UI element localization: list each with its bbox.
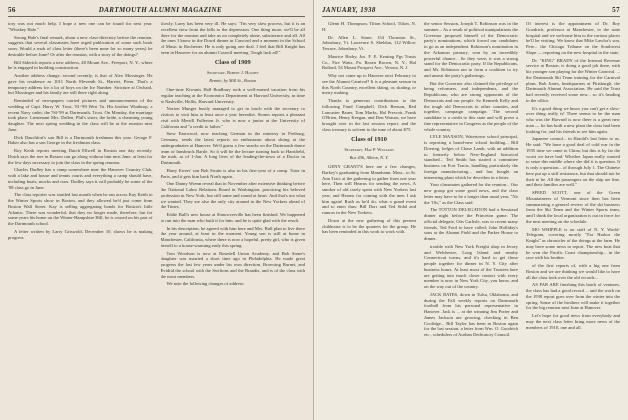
right-column-1 (322, 21, 416, 420)
class-1909-address: Rennie, by Mill St., Boston (209, 78, 257, 84)
paragraph: Eddie Bull's new house at Slancoverville has been finished. We happened to run into the man who built it for him, and he is quite glad with the result. (160, 212, 305, 223)
class-1910-address: Box 456, Albion, N. Y. (349, 155, 389, 161)
paragraph: GENY GRANT'S here are a few changes, Barkey's graduating from Mannhann, Mass., to St. Ann Tract at the gathering to gather from one year here, Then will Hearns for sending the news, A smoker of old rarely spent with New Yorkers last year, and Hearns for coming with the men I ask him again! Rush as he'd do, what a grand event and to enter thus: Bill Dorr and Ted Sidal and rumors in the New Yorkers. (322, 164, 416, 215)
paragraph: Maurice Bixby, Jos. F. E. Keating Pgs Trusts Co., Fire Watts, Pa. Rosen Brown, N. Y.; Hal Bullard, 54 Mount Prospect Ave., Verona, N. J. (322, 53, 416, 71)
paragraph: Glenn H. Thompson, Tilton School, Tilton, N. H. (322, 21, 416, 32)
paragraph: Stew Eastwood, now teaching German in the ministry in Freiburg, Germany, sends the latest reports on enthusiasm about skiing at the undergraduates at Hanover. We'd guess a few snacks on the Dartmouth dance team of Innsbruck Bartle. So it will be the lecture turning back to Hansfield, the mob, as of 1-Jan. A long lives of the leading-the-town of a Doctor in Dartmouth. (160, 131, 305, 165)
paragraph: One Danny Wrenn reveal that in November after extensive thinking before the National Labor Relations Board in Washington, practicing his beloved profession in New York, but still same and sound at heart. And that's not what we wanted. They are also the only city around in the New Yorkers ahead of the Times. (160, 181, 305, 210)
paragraph: Tom Woodson is now at Rosedell Union Academy, and Bob Stone's daughter was married a short time ago in Philadelphia. He made great progress the last few years under his own direction. Browsing Burnet, and Evidiid the school with the Swiftons and the Brandts, and is of the class with the most members. (160, 250, 305, 279)
paragraph: the senior Session, Joseph T. Robinson was in the summer... As a result of political manipulations the Governor proposed himself of the Democratic party's nominations, which forced our candidates to go as an independent. Robinson's nomination in the Arkansas primary, won by an incredibly powerful chance... So they were, it was a strong stand for the Democratic party. If the Republicans, and Mr. Robinson ran to form a coalition to try and unseat the party's gatherings. (424, 21, 518, 78)
paragraph: The class reporter was startled last month when he ran across Kay Keith in the Winter Sports show in Boston, and they allowed he'd just come from Boston Wall Street. Kay is selling aggregating bonds for Boston's little Atlantic. There was wonderful, that they no longer made, therefore, but for some years his home on the Winter-Hampshire Hill, he is owned on his part of the Dartmouth school. (8, 192, 153, 226)
paragraph: AS FAR ARE finishing this batch of ventures, the class has had a good record ... and the work on the 1938 report goes over from the winter into the spring. Some of the brothers will make it together for the big reunion next June at Hanover. (526, 282, 620, 311)
paragraph: Harry Ewers' son Bob Swain is also in his first-year of a comp. Tutor in Paris, and it gets him back North again. (160, 167, 305, 179)
paragraph: Dick Dauchfort's son Bill is a Dartmouth freshman this year. George F. Baker also has a son George in the freshman class. (8, 134, 153, 146)
paragraph: JACK BATES, down in Tulsa, Oklahoma, and during the Fall weekly reports on Dartmouth football from his personal representative in Hanover. Jack is ... at the winning Jim Porter and James Jackson are growing, checking in Ben Coolidge... Bill Taylor has been in Boston again for the last session, a letter from Wm. O. Goodrich etc., schedulers of Aurban Dedicatory Council. (424, 291, 518, 337)
paragraph: MO WHIPPLE is on staff of N. Y. World-Telegram, covering mostly "Far Harbor die Knight" as chronicler of the doings at the farm. He may have some news to report. The new boat that he won the Pacific Coast championship... in the race with his brother. (526, 226, 620, 261)
paragraph: LYLE MAXSON, Watertown school principal, is reporting a brand-new school building... Bill Doering, lodges of Chase Lamb, with an addition to formerly below New-England historical standard... Ted Smith has started a committee business on Fort Tracts, handling particularly the foreign manufacturing... and has bought an interesting plant which he describes in a letter. (424, 134, 518, 180)
paragraph: Reminded of newspapers carried pictures and announcements of the wedding of Capt. Harry W. Trost, '81-'99 West Va. His brother Winthrop, a recent Navy cadet, the '94-'99 at Dartmouth, Trost. On Monday, the marriage took place. Lieutenant Mrs. Dallen, Phil's sister, the bride, a charming young daughter. The next spring wedding in the class will be at the reunion next June. (8, 98, 153, 132)
right-column-3 (526, 21, 620, 420)
paragraph: Why not come up to Hanover next February to see the Alumni Carnival? It is a pleasant season in this North Country, excellent skiing, or, skating, or merry making. (322, 73, 416, 96)
class-1910-secretary: Secretary, Hap P. Williams (344, 146, 394, 152)
paragraph: tory was not much help. I hope a new one can be found for next year. "Whiskey Hale." (8, 21, 153, 32)
paragraph: Your classmates gathered for the reunion... Our new group got some good news, and the class letter may have to be a longer than usual year, "No the '10s," as the Class said. (424, 182, 518, 205)
paragraph: trouble with New York Freight shop in Jersey and Welchester, Long Island and nearby Connecticut towns, and it's hard to get those people together for dinner in N. Y. City after business hours. At least most of the Trustees here are getting into much closer contact with every member is now in New York City, you know, and on the way out of the country. (424, 243, 518, 289)
right-column-2 (424, 21, 518, 420)
paragraph: Of interest is the appointment of Dr. Roy Goodrich, professor at Manchester, to the state hospital and we welcome him to the various places he'll be visiting. We know that Mike Lawlor's son, Pete... the Chicago Tribune on the Southwest Slope — reporting on the new hospital in the state. (526, 21, 620, 55)
paragraph: Dr. Allen L. Stone, 154 Thornton St., Johnsbury, Vt. Lawrence S. Sheldon, 112 Willow Terrace, Johnsbury, Vt. (322, 34, 416, 51)
left-column-1 (8, 21, 153, 420)
paragraph: In his description, he agreed with him here and Mrs. Bull plan to live there the year around, at least in the moment. Young son is still at home in Manchester, California, where there is now a hopeful, pretty girl, who is given herself to a house-warming early this spring. (160, 225, 305, 248)
class-1909-secretary: Secretary, Robert J. Holmes (206, 69, 259, 75)
paragraph: Thanks to generous contributions to the following Fund Campbell, Dick Benson, Red Lancaster Bauer, Tom Marks, Hal Prescott, Frank O'Brien, Henry Keegan, and Don Watson, we have brought over in the last session report, and the class treasury is solvent to the tune of about $75. (322, 98, 416, 132)
paragraph: Let's hope for good news from everybody and may the next class letter bring more news of the members of 1910, one and all. (526, 313, 620, 330)
left-column-2 (161, 21, 306, 420)
paragraph: Norton Munger busily managed to get in touch with the secretary to visitors to visit him at least once a year hereafter. Stones reports a pleasant visit with Merrill Fullerton Jr. who is now a junior at the University of California and "a credit to father." (160, 106, 305, 129)
paragraph: of the first reports of, with a big one from Boston and we are thinking we would like to have all the class look over the old records... (526, 263, 620, 280)
paragraph: The TOTTON DELEGATION had a Sessional dinner night before the Princeton game. The official delegate, Otis Carlisle, was to recent many friends, Ted Ford to have called; John Holliday's sons at the Alumni Field and the Parker House to dinner. (424, 207, 518, 241)
paragraph: We note the following changes of address: (166, 281, 245, 287)
paragraph: Down at the new gathering of this present clubhouse is to be the quarters for the group. He has been reminded in this work to work with. (322, 217, 416, 235)
paragraph: Japanese control... in Harold's last letter to us. He said: "We have a good deal of cold war in the 1935 time we came to China, but this is by far the worst we have had. Whether Japan really wanted to seize this middle where she did it is question. It is only a question... of through July 1. The Chinese here put up a stiff resistance, but that should not be their to be. All the passengers on the ship are fine, and their families are well." (526, 136, 620, 188)
paragraph: slowly. Larry has been very ill. He says: "I'm very slow process, but it is an excellent view from the hills to the depression. One thing more, we'll be all there for the reunion and take us on completely alone, subsistence and all. All the ones I know in the Dowd dinner in Concord and a moment in the School of Music in Rochester. He is only going one deal. I feel that Bill Knight has been in Hanover for an alumni Council meeting. Tough luck all!" (160, 21, 305, 55)
paragraph: Another address change, second recently, is that of Alex Mossinger. He gave his residence as 1011 North Eleventh St., Harriet, Penn. That's a temporary address for a lot of boys on the Ice Number. Stricture at Orchard, but Mossinger and his family are still there right along. (8, 73, 153, 96)
right-running-head (322, 6, 620, 17)
right-running-title: JANUARY, 1938 (322, 6, 376, 14)
paragraph: Charles Dudley has a camp somewhere near the Hanover Country Club, with a lake and house and tennis courts and everything a camp should have, including boats, mocks and cues. Dudley says it will probably be some of the '08 class go in June. (8, 167, 153, 190)
left-running-head (8, 6, 305, 17)
paragraph: But the Governor also claimed the privilege of being reformers, and independents, and the Republicans, who are strong opponents of the Democrats and our people. So Kenneth Kelly and the tough old Democrats in other counties, and together, campaign campaign. The second candidate is a credit to this state and will prove a fine representative in Congress as the people of the whole country. (424, 80, 518, 132)
paragraph: A letter written by Larry Griswold, December 10, shows he is making progress (8, 228, 153, 240)
paragraph: One-time Kiwanis Hall Bradbury took a well-earned vacation from his regular teaching at the Economics Department at Harvard University, in time at Nashville, Hollis, Harvard University. (160, 87, 305, 104)
right-page (314, 0, 628, 420)
paragraph: Roy Keith reports meeting Dutch Ellwell in Boston one day recently. Dutch says the tree in Boston can go along without him next June, at least for the few days necessary to join the class in the spring reunion. (8, 148, 153, 165)
paragraph: Strong Hale's final remark, about a new class-directory before the reunion, suggests that several classmates have urged publication of some such book soon. Would a mob of class letter (there's been none for so many years) be desirable before June? Or after the reunion, with a story of the doings? (8, 34, 153, 57)
paragraph: Bill Siderich reports a new address, 48 Mount Ave., Freeport, N. Y., where he is engaged in building construction. (8, 59, 153, 71)
class-1910-heading: Class of 1910 (351, 135, 387, 143)
paragraph: SPEED SCOTT, one of the Green Mountaineers of Vermont since then has been summarizing a general review of the ski business from the Ski Team and the Winter Sports team, and I think the local organization is out in force for the next meeting on the schedule. (526, 190, 620, 224)
left-columns (8, 21, 305, 420)
paragraph: Dr. "KING" BRADY of the Internal Revenue service at Boston, is doing a good job there, with his younger son playing for the Winter Carnival. ... the Dartmouth Ski Team training for the Carnival plans. Bob Jones, headquarters at Pittsburgh, the Dartmouth Alumni Association. He said the Trust had recently received some new... so it's heading to the office. (526, 57, 620, 103)
left-page-number: 56 (8, 6, 16, 14)
left-running-title: DARTMOUTH ALUMNI MAGAZINE (98, 6, 223, 14)
right-columns (322, 21, 620, 420)
class-1909-heading: Class of 1909 (214, 58, 251, 66)
paragraph: It's a good thing we know you can't get a slow-over thing really is! There seems to be the man who was the Harvard is now there is a great new man — he has built a new plant the class had been looking for, and his friends to see him again. (526, 105, 620, 134)
right-page-number: 57 (612, 6, 620, 14)
